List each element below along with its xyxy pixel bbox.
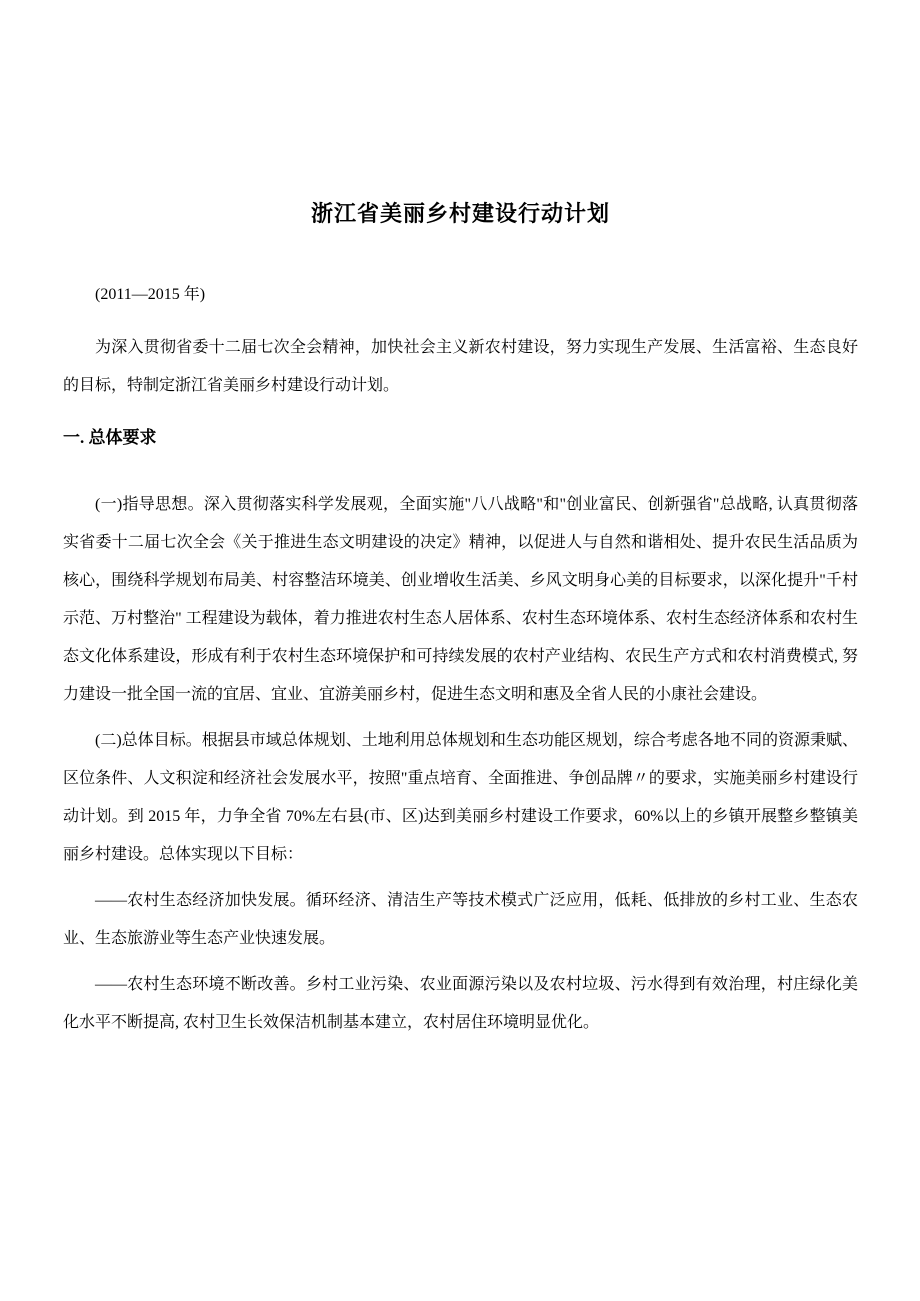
document-subtitle: (2011—2015 年) — [95, 286, 206, 303]
intro-paragraph: 为深入贯彻省委十二届七次全会精神，加快社会主义新农村建设，努力实现生产发展、生活富裕、生态良好的目标，特制定浙江省美丽乡村建设行动计划。 — [63, 339, 858, 394]
document-title: 浙江省美丽乡村建设行动计划 — [310, 201, 610, 226]
paragraph-rural-eco-environment: ——农村生态环境不断改善。乡村工业污染、农业面源污染以及农村垃圾、污水得到有效治理，村庄绿化美化水平不断提高, 农村卫生长效保洁机制基本建立，农村居住环境明显优化。 — [63, 976, 858, 1031]
paragraph-guiding-ideology: (一)指导思想。深入贯彻落实科学发展观，全面实施"八八战略"和"创业富民、创新强省"总战略, 认真贯彻落实省委十二届七次全会《关于推进生态文明建设的决定》精神，以促进人与自然和谐相处、提升农民生活品质为核心，围绕科学规划布局美、村容整洁环境美、创业增收生活美、乡风文明身心美的目标要求，以深化提升"千村示范、万村整治" 工程建设为载体，着力推进农村生态人居体系、农村生态环境体系、农村生态经济体系和农村生态文化体系建设，形成有利于农村生态环境保护和可持续发展的农村产业结构、农民生产方式和农村消费模式, 努力建设一批全国一流的宜居、宜业、宜游美丽乡村，促进生态文明和惠及全省人民的小康社会建设。 — [63, 496, 858, 703]
paragraph-overall-goals: (二)总体目标。根据县市域总体规划、土地利用总体规划和生态功能区规划，综合考虑各地不同的资源秉赋、区位条件、人文积淀和经济社会发展水平，按照"重点培育、全面推进、争创品牌〃的要求，实施美丽乡村建设行动计划。到 2015 年，力争全省 70%左右县(市、区)达到美丽乡村建设工作要求，60%以上的乡镇开展整乡整镇美丽乡村建设。总体实现以下目标： — [63, 732, 858, 863]
section-heading-overall-requirements: 一. 总体要求 — [63, 428, 157, 447]
paragraph-rural-eco-economy: ——农村生态经济加快发展。循环经济、清洁生产等技术模式广泛应用，低耗、低排放的乡村工业、生态农业、生态旅游业等生态产业快速发展。 — [63, 892, 858, 947]
